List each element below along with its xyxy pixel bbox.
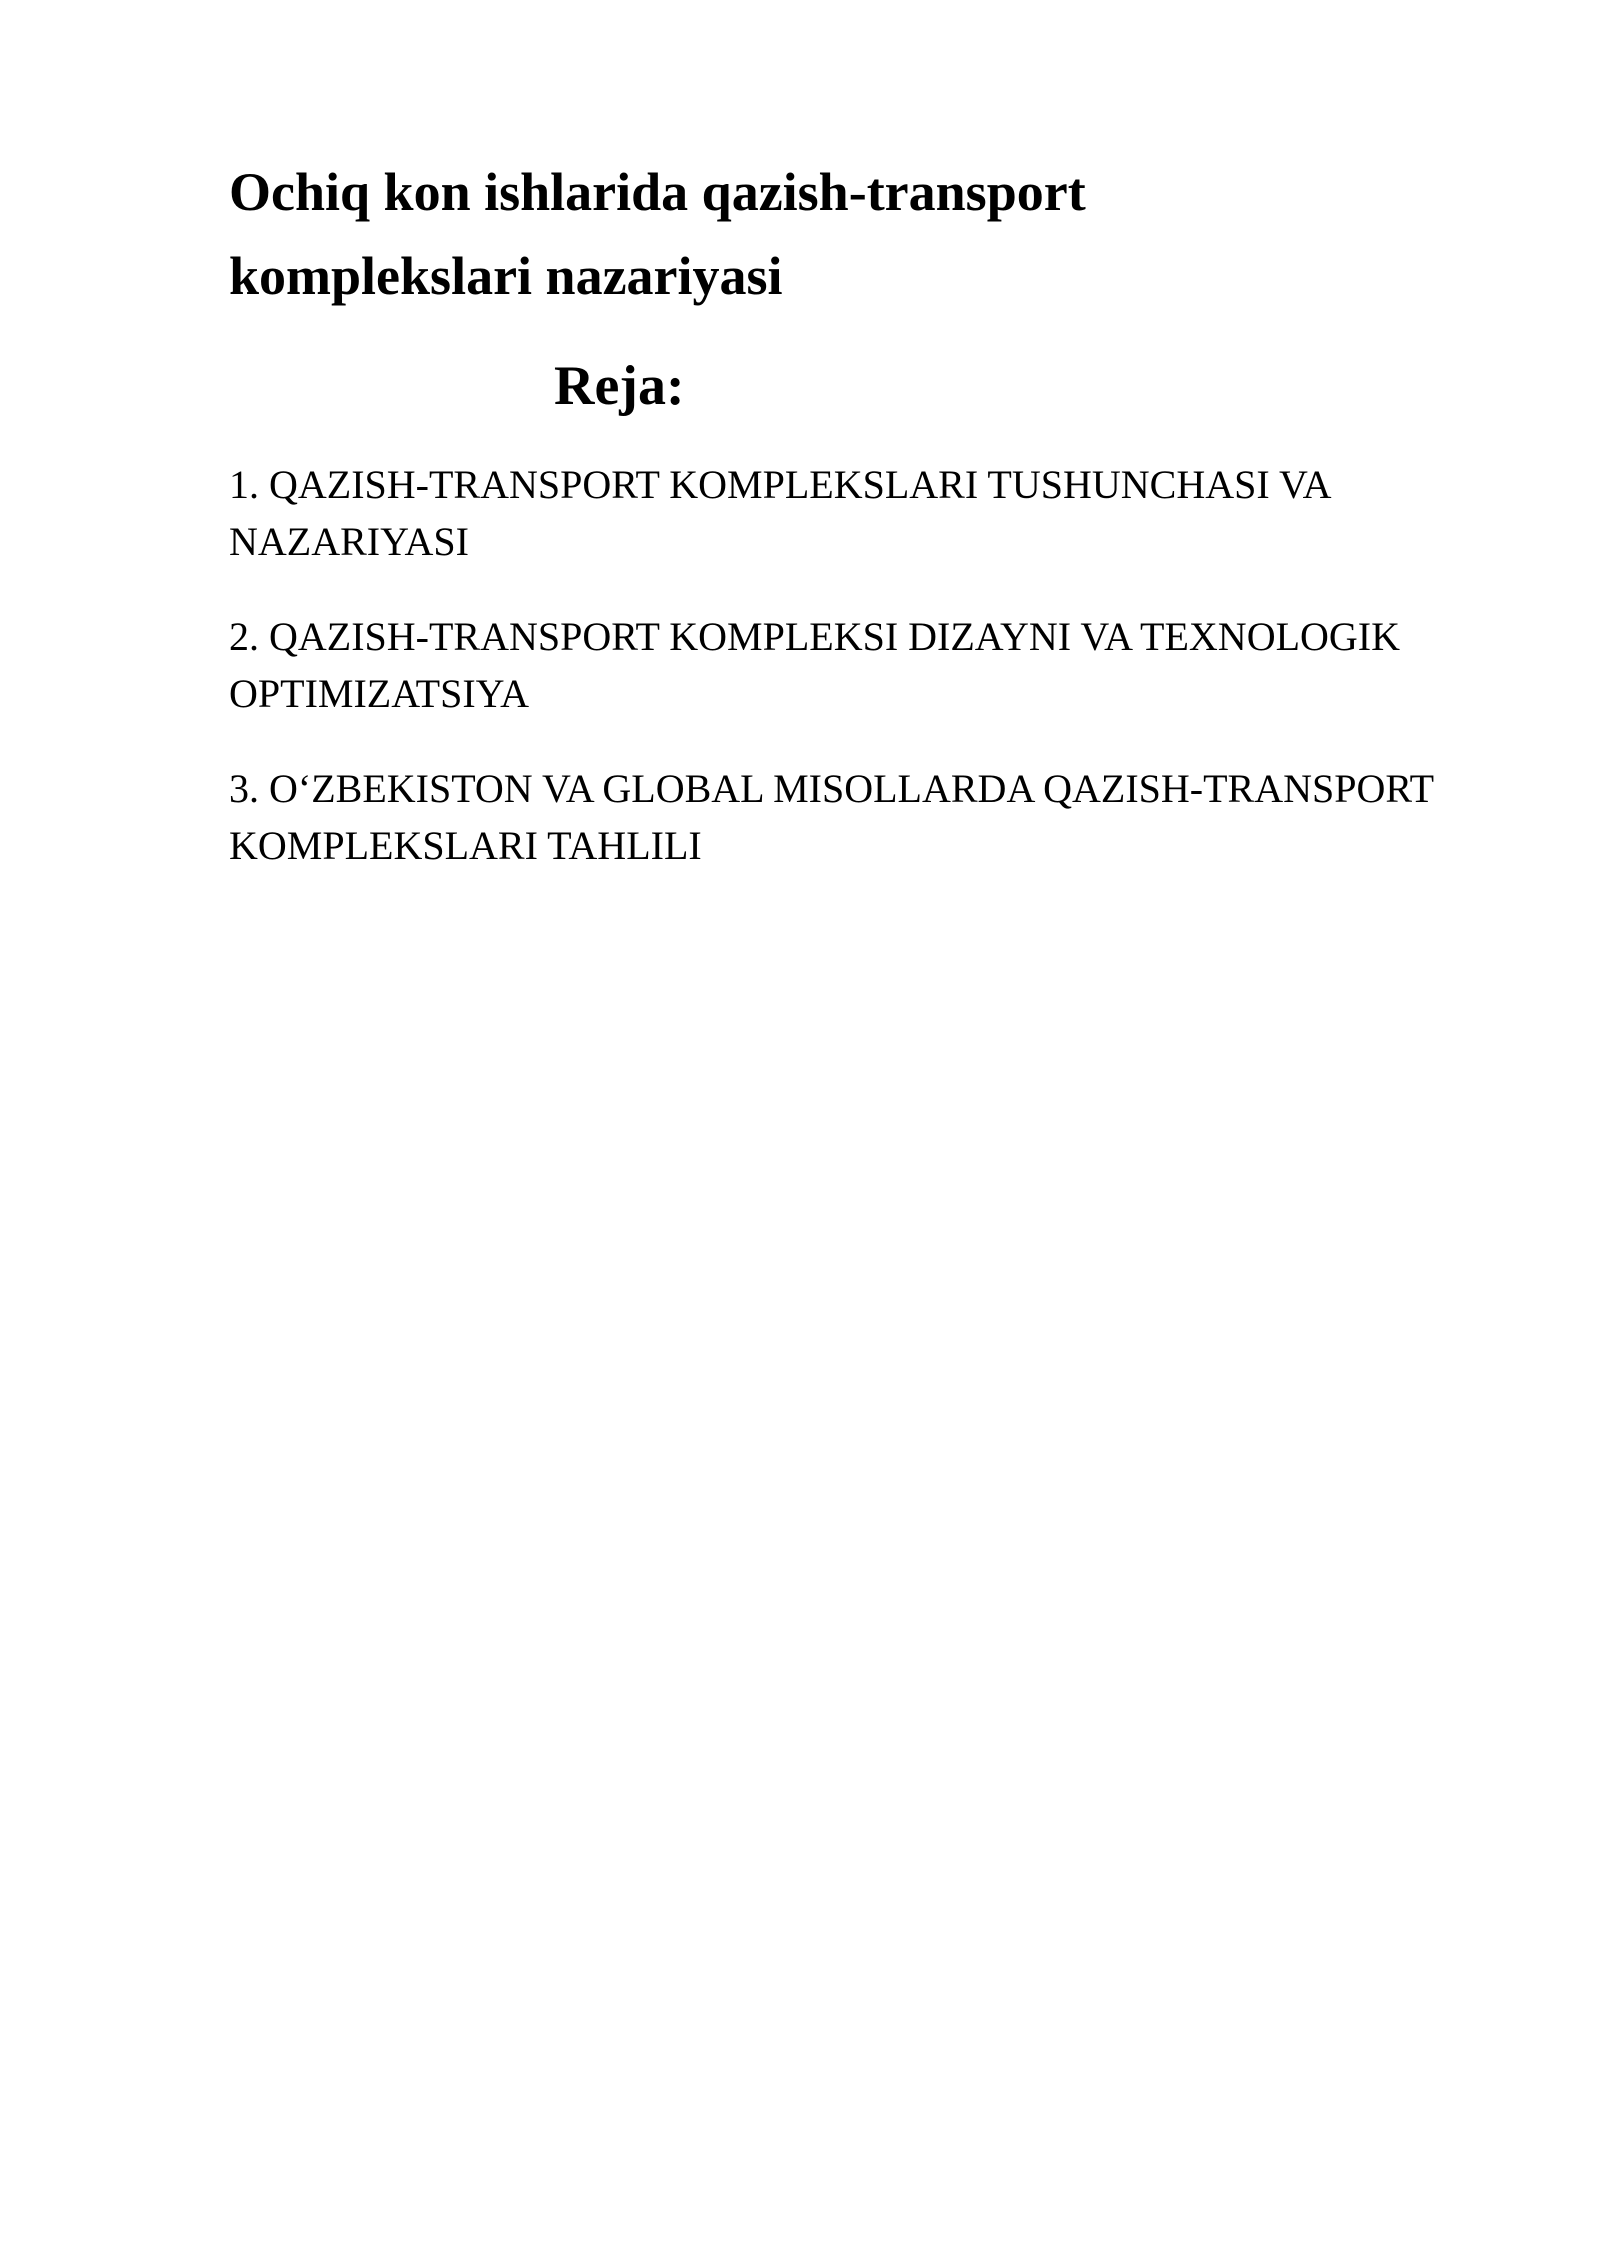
plan-item-1: 1. QAZISH-TRANSPORT KOMPLEKSLARI TUSHUNCHASI VA NAZARIYASI bbox=[229, 462, 1330, 564]
plan-item-3: 3. O‘ZBEKISTON VA GLOBAL MISOLLARDA QAZISH-TRANSPORT KOMPLEKSLARI TAHLILI bbox=[229, 766, 1434, 868]
document-title: Ochiq kon ishlarida qazish-transport komplekslari nazariyasi bbox=[229, 162, 1086, 306]
plan-heading: Reja: bbox=[554, 355, 685, 417]
plan-list bbox=[229, 456, 1459, 874]
plan-item-2: 2. QAZISH-TRANSPORT KOMPLEKSI DIZAYNI VA TEXNOLOGIK OPTIMIZATSIYA bbox=[229, 614, 1400, 716]
document-content bbox=[229, 150, 1459, 912]
